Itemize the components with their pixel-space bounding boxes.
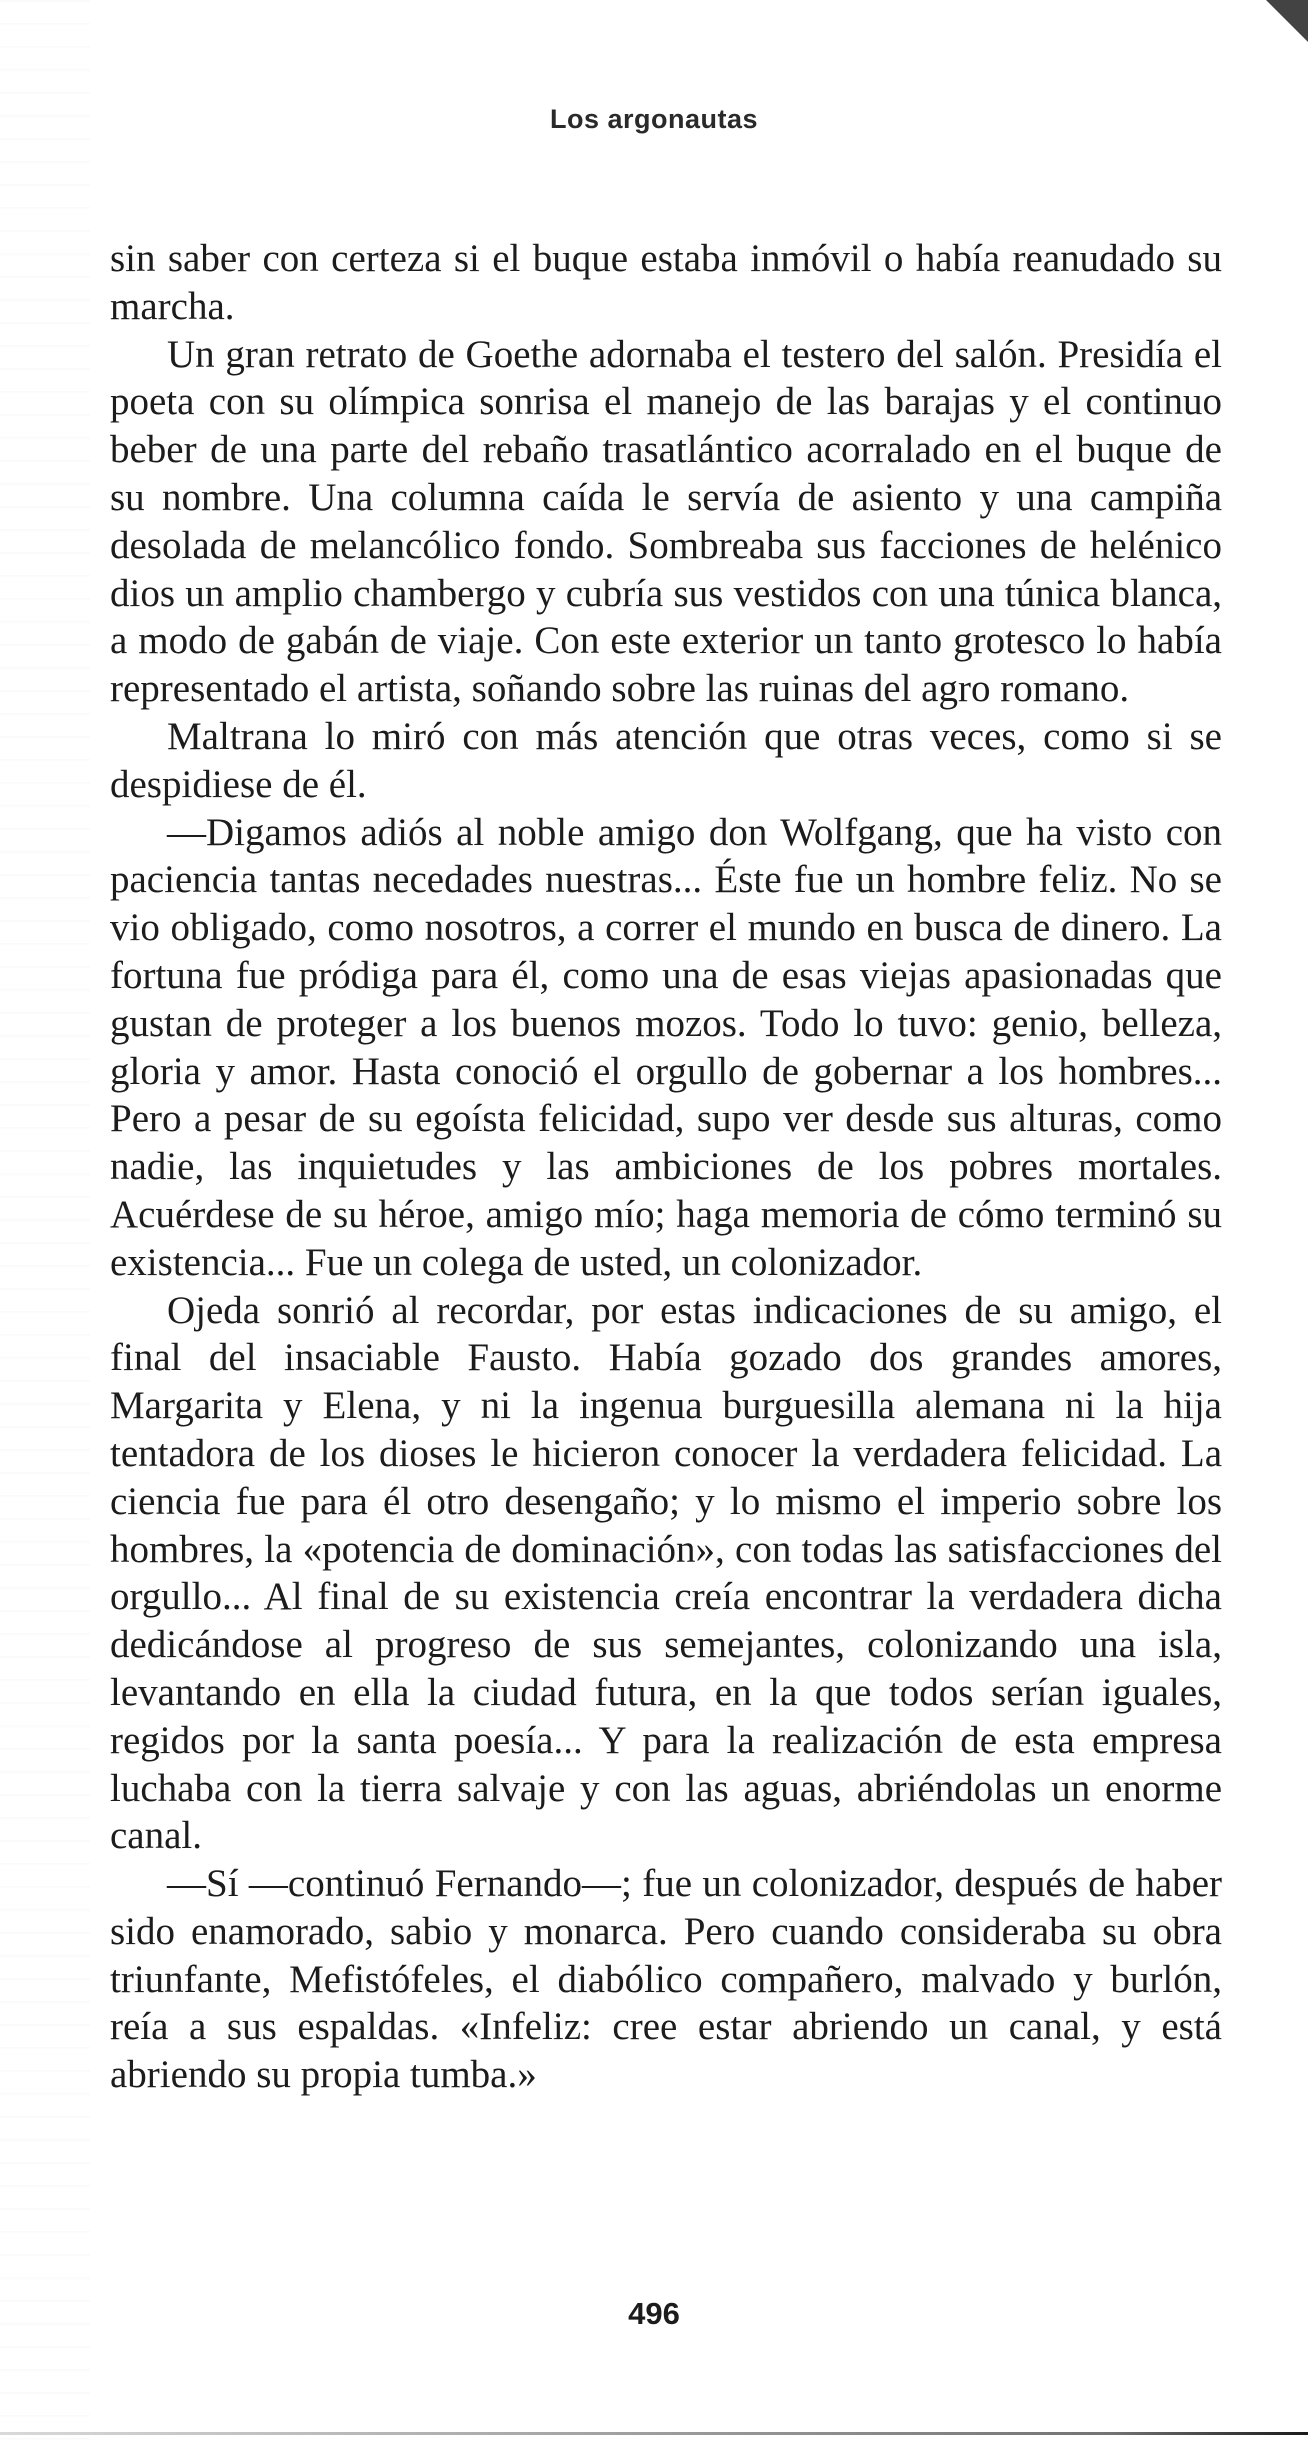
page-number: 496 [628, 2296, 680, 2331]
body-text [110, 235, 1222, 2099]
paragraph-goethe-portrait: Un gran retrato de Goethe adornaba el testero del salón. Presidía el poeta con su olímpica sonrisa el manejo de las barajas y el continuo beber de una parte del rebaño trasatlántico acorralado en el buque de su nombre. Una columna caída le servía de asiento y una campiña desolada de melancólico fondo. Sombreaba sus facciones de helénico dios un amplio chambergo y cubría sus vestidos con una túnica blanca, a modo de gabán de viaje. Con este exterior un tanto grotesco lo había representado el artista, soñando sobre las ruinas del agro romano. [110, 332, 1222, 711]
paragraph-dialogue-wolfgang: —Digamos adiós al noble amigo don Wolfgang, que ha visto con paciencia tantas necedades nuestras... Éste fue un hombre feliz. No se vio obligado, como nosotros, a correr el mundo en busca de dinero. La fortuna fue pródiga para él, como una de esas viejas apasionadas que gustan de proteger a los buenos mozos. Todo lo tuvo: genio, belleza, gloria y amor. Hasta conoció el orgullo de gobernar a los hombres... Pero a pesar de su egoísta felicidad, supo ver desde sus alturas, como nadie, las inquietudes y las ambiciones de los pobres mortales. Acuérdese de su héroe, amigo mío; haga memoria de cómo terminó su existencia... Fue un colega de usted, un colonizador. [110, 810, 1222, 1284]
paragraph-dialogue-fernando: —Sí —continuó Fernando—; fue un colonizador, después de haber sido enamorado, sabio y monarca. Pero cuando consideraba su obra triunfante, Mefistófeles, el diabólico compañero, malvado y burlón, reía a sus espaldas. «Infeliz: cree estar abriendo un canal, y está abriendo su propia tumba.» [110, 1862, 1222, 2097]
paragraph-ojeda-fausto: Ojeda sonrió al recordar, por estas indicaciones de su amigo, el final del insaciable Fausto. Había gozado dos grandes amores, Margarita y Elena, y ni la ingenua burguesilla alemana ni la hija tentadora de los dioses le hicieron conocer la verdadera felicidad. La ciencia fue para él otro desengaño; y lo mismo el imperio sobre los hombres, la «potencia de dominación», con todas las satisfacciones del orgullo... Al final de su existencia creía encontrar la verdadera dicha dedicándose al progreso de sus semejantes, colonizando una isla, levantando en ella la ciudad futura, en la que todos serían iguales, regidos por la santa poesía... Y para la realización de esta empresa luchaba con la tierra salvaje y con las aguas, abriéndolas un enorme canal. [110, 1288, 1222, 1858]
paragraph-maltrana: Maltrana lo miró con más atención que otras veces, como si se despidiese de él. [110, 714, 1222, 806]
paragraph-continuation: sin saber con certeza si el buque estaba inmóvil o había reanudado su marcha. [110, 237, 1222, 328]
scan-corner-mark [1266, 0, 1308, 42]
scan-margin-noise [0, 0, 90, 2447]
scan-bottom-edge [0, 2432, 1308, 2435]
running-head: Los argonautas [549, 104, 759, 134]
